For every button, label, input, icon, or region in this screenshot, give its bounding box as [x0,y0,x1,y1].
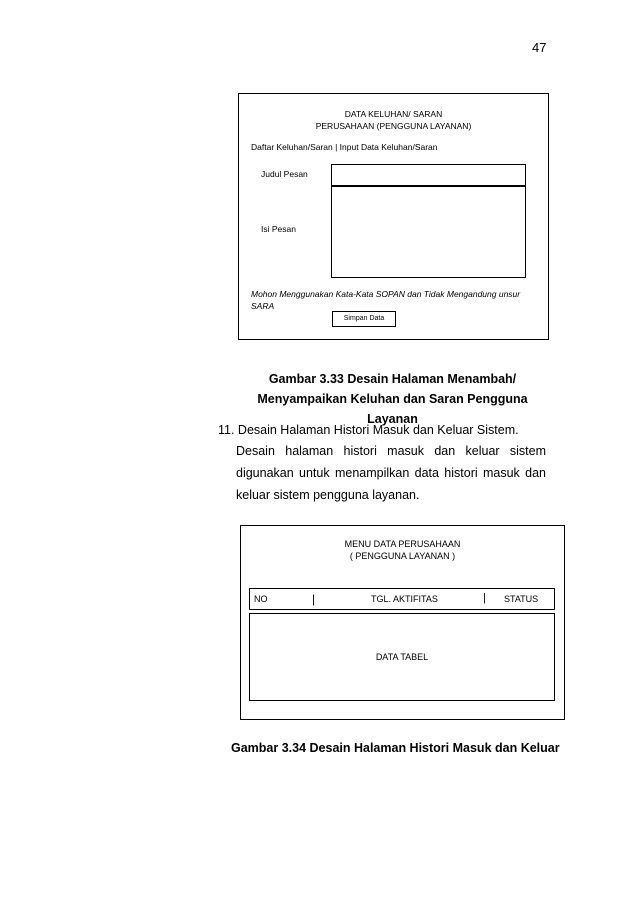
save-button-label: Simpan Data [343,315,385,322]
judul-pesan-label: Judul Pesan [261,169,308,179]
judul-pesan-input[interactable] [331,164,526,186]
form-title-line2: PERUSAHAAN (PENGGUNA LAYANAN) [315,121,472,131]
history-title-line2: ( PENGGUNA LAYANAN ) [349,551,456,561]
history-table-mockup [240,525,565,720]
column-divider: | [312,592,316,606]
column-divider: | [483,592,486,604]
section-11-paragraph [236,440,546,506]
breadcrumb[interactable]: Daftar Keluhan/Saran | Input Data Keluhan/Saran [251,142,438,152]
column-no[interactable]: NO [254,594,268,604]
history-title [241,538,564,562]
notice-text [251,288,520,312]
notice-line2: SARA [251,301,275,311]
save-button[interactable] [332,311,396,327]
section-11-heading: 11. Desain Halaman Histori Masuk dan Keluar Sistem. [218,423,519,437]
figure-33-caption-line2: Menyampaikan Keluhan dan Saran Pengguna Layanan [257,392,528,426]
notice-line1: Mohon Menggunakan Kata-Kata SOPAN dan Tidak Mengandung unsur [251,289,521,299]
history-title-line1: MENU DATA PERUSAHAAN [344,539,461,549]
form-title [239,108,548,132]
isi-pesan-label: Isi Pesan [261,224,296,234]
section-11-para-line2: digunakan untuk menampilkan data histori masuk dan [236,466,546,480]
page-number: 47 [532,40,547,55]
history-table-header [249,588,555,610]
figure-33-caption [238,369,547,429]
complaint-form-mockup [238,93,549,340]
section-11-para-line1: Desain halaman histori masuk dan keluar sistem [236,444,546,458]
history-table-body [249,613,555,701]
figure-33-caption-line1: Gambar 3.33 Desain Halaman Menambah/ [268,372,517,386]
column-tgl-aktifitas[interactable]: TGL. AKTIFITAS [371,594,438,604]
table-placeholder: DATA TABEL [375,652,429,662]
column-status[interactable]: STATUS [504,594,539,604]
section-11-para-line3: keluar sistem pengguna layanan. [236,488,420,502]
isi-pesan-textarea[interactable] [331,186,526,278]
form-title-line1: DATA KELUHAN/ SARAN [344,109,443,119]
figure-34-caption: Gambar 3.34 Desain Halaman Histori Masuk dan Keluar [231,741,560,755]
